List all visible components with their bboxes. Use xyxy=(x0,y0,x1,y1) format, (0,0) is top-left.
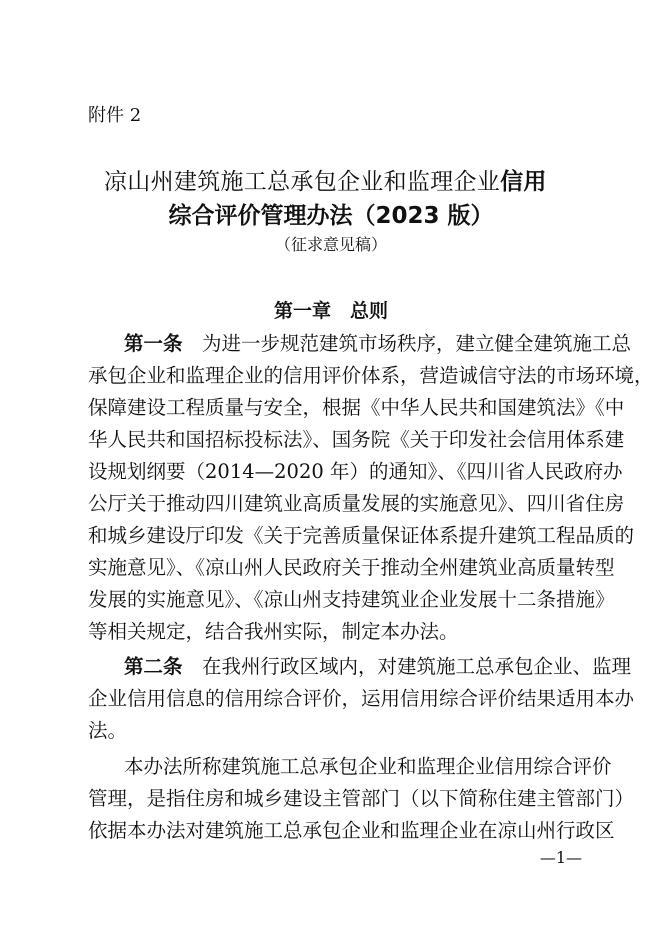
title-regular: 凉山州建筑施工总承包企业和监理企业 xyxy=(104,169,501,195)
line-text: 承包企业和监理企业的信用评价体系，营造诚信守法的市场环境， xyxy=(88,364,654,387)
article-label: 第一条 xyxy=(124,332,183,355)
line-text: 公厅关于推动四川建筑业高质量发展的实施意见》、四川省住房 xyxy=(88,492,625,515)
article1-line xyxy=(88,360,654,388)
article1-line xyxy=(124,328,632,356)
subtitle: （征求意见稿） xyxy=(274,235,387,254)
article1-line xyxy=(88,424,625,452)
paragraph3-line xyxy=(88,783,635,811)
line-text: 华人民共和国招标投标法》、国务院《关于印发社会信用体系建 xyxy=(88,428,625,451)
article2-line xyxy=(88,715,582,743)
article1-line xyxy=(88,488,625,516)
line-text: 等相关规定，结合我州实际，制定本办法。 xyxy=(88,620,459,643)
article1-line xyxy=(88,616,582,644)
chapter-heading: 第一章 总则 xyxy=(273,300,388,322)
line-text: 企业信用信息的信用综合评价，运用信用综合评价结果适用本办 xyxy=(88,687,635,710)
line-text: 设规划纲要（2014—2020 年）的通知》、《四川省人民政府办 xyxy=(88,460,623,483)
line-text: 在我州行政区域内，对建筑施工总承包企业、监理 xyxy=(202,655,632,678)
title-bold: 信用 xyxy=(500,169,547,195)
article2-line xyxy=(124,651,632,679)
title-line-1 xyxy=(104,163,547,196)
line-text: 法。 xyxy=(88,719,128,742)
line-text: 管理，是指住房和城乡建设主管部门（以下简称住建主管部门） xyxy=(88,787,635,810)
article1-line xyxy=(88,520,635,548)
line-text: 和城乡建设厅印发《关于完善质量保证体系提升建筑工程品质的 xyxy=(88,524,635,547)
line-text: 依据本办法对建筑施工总承包企业和监理企业在凉山州行政区 xyxy=(88,819,615,842)
line-text: 本办法所称建筑施工总承包企业和监理企业信用综合评价 xyxy=(124,755,612,778)
article1-line xyxy=(88,552,615,580)
line-text: 实施意见》、《凉山州人民政府关于推动全州建筑业高质量转型 xyxy=(88,556,615,579)
page-number: —1— xyxy=(539,848,582,867)
attachment-label: 附件 2 xyxy=(88,105,142,126)
paragraph3-line xyxy=(88,815,615,843)
line-text: 发展的实施意见》、《凉山州支持建筑业企业发展十二条措施》 xyxy=(88,588,615,611)
article2-line xyxy=(88,683,635,711)
article1-line xyxy=(88,392,625,420)
line-text: 为进一步规范建筑市场秩序，建立健全建筑施工总 xyxy=(202,332,632,355)
article-label: 第二条 xyxy=(124,655,183,678)
line-text: 保障建设工程质量与安全，根据《中华人民共和国建筑法》《中 xyxy=(88,396,625,419)
article1-line xyxy=(88,456,623,484)
title-line-2: 综合评价管理办法（2023 版） xyxy=(168,203,494,229)
article1-line xyxy=(88,584,615,612)
paragraph3-line xyxy=(124,751,612,779)
